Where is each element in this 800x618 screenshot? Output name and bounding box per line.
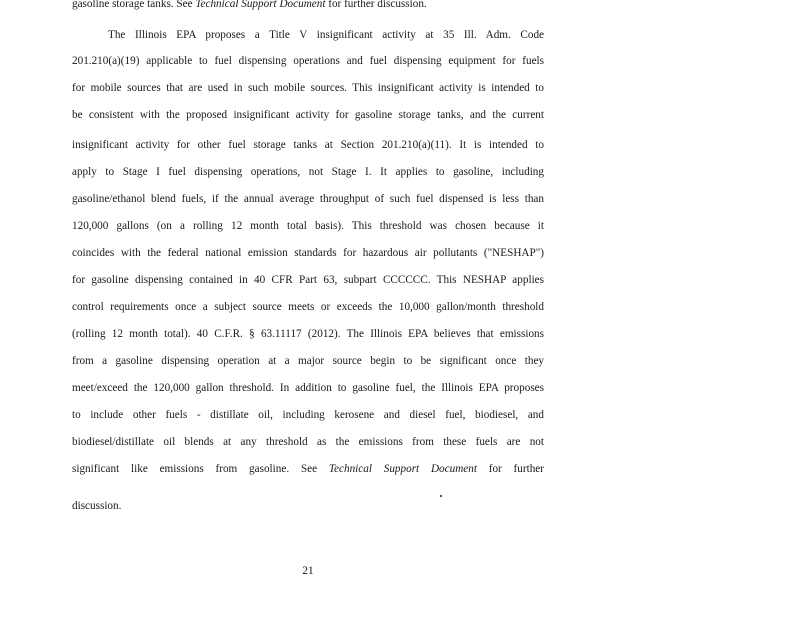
italic-reference: Technical Support Document bbox=[328, 463, 477, 475]
text-line-1 bbox=[72, 0, 544, 11]
text-segment: gasoline storage tanks. See bbox=[72, 0, 196, 10]
text-line-10: coincides with the federal national emission standards for hazardous air pollutants ("NESHAP") bbox=[72, 247, 544, 259]
text-line-11: for gasoline dispensing contained in 40 CFR Part 63, subpart CCCCCC. This NESHAP applies bbox=[72, 274, 544, 286]
text-line-6: insignificant activity for other fuel storage tanks at Section 201.210(a)(11). It is intended to bbox=[72, 139, 544, 151]
italic-reference: Technical Support Document bbox=[195, 0, 326, 10]
text-line-9: 120,000 gallons (on a rolling 12 month total basis). This threshold was chosen because it bbox=[72, 220, 544, 232]
text-line-2: The Illinois EPA proposes a Title V insignificant activity at 35 Ill. Adm. Code bbox=[108, 29, 544, 41]
scan-speck bbox=[440, 495, 442, 497]
text-line-5: be consistent with the proposed insignificant activity for gasoline storage tanks, and the current bbox=[72, 109, 544, 121]
text-line-7: apply to Stage I fuel dispensing operations, not Stage I. It applies to gasoline, including bbox=[72, 166, 544, 178]
page-number: 21 bbox=[302, 565, 314, 577]
text-line-19: discussion. bbox=[72, 500, 122, 512]
text-segment: for further bbox=[476, 463, 544, 475]
text-line-15: meet/exceed the 120,000 gallon threshold. In addition to gasoline fuel, the Illinois EPA proposes bbox=[72, 382, 544, 394]
text-line-17: biodiesel/distillate oil blends at any threshold as the emissions from these fuels are not bbox=[72, 436, 544, 448]
text-segment: significant like emissions from gasoline. See bbox=[72, 463, 329, 475]
text-line-4: for mobile sources that are used in such mobile sources. This insignificant activity is intended to bbox=[72, 82, 544, 94]
text-line-12: control requirements once a subject source meets or exceeds the 10,000 gallon/month threshold bbox=[72, 301, 544, 313]
text-line-16: to include other fuels - distillate oil, including kerosene and diesel fuel, biodiesel, and bbox=[72, 409, 544, 421]
text-line-3: 201.210(a)(19) applicable to fuel dispensing operations and fuel dispensing equipment for fuels bbox=[72, 55, 544, 67]
text-line-13: (rolling 12 month total). 40 C.F.R. § 63.11117 (2012). The Illinois EPA believes that emissions bbox=[72, 328, 544, 340]
text-segment: for further discussion. bbox=[325, 0, 427, 10]
text-line-14: from a gasoline dispensing operation at a major source begin to be significant once they bbox=[72, 355, 544, 367]
text-line-18 bbox=[72, 462, 544, 476]
text-line-8: gasoline/ethanol blend fuels, if the annual average throughput of such fuel dispensed is less than bbox=[72, 193, 544, 205]
